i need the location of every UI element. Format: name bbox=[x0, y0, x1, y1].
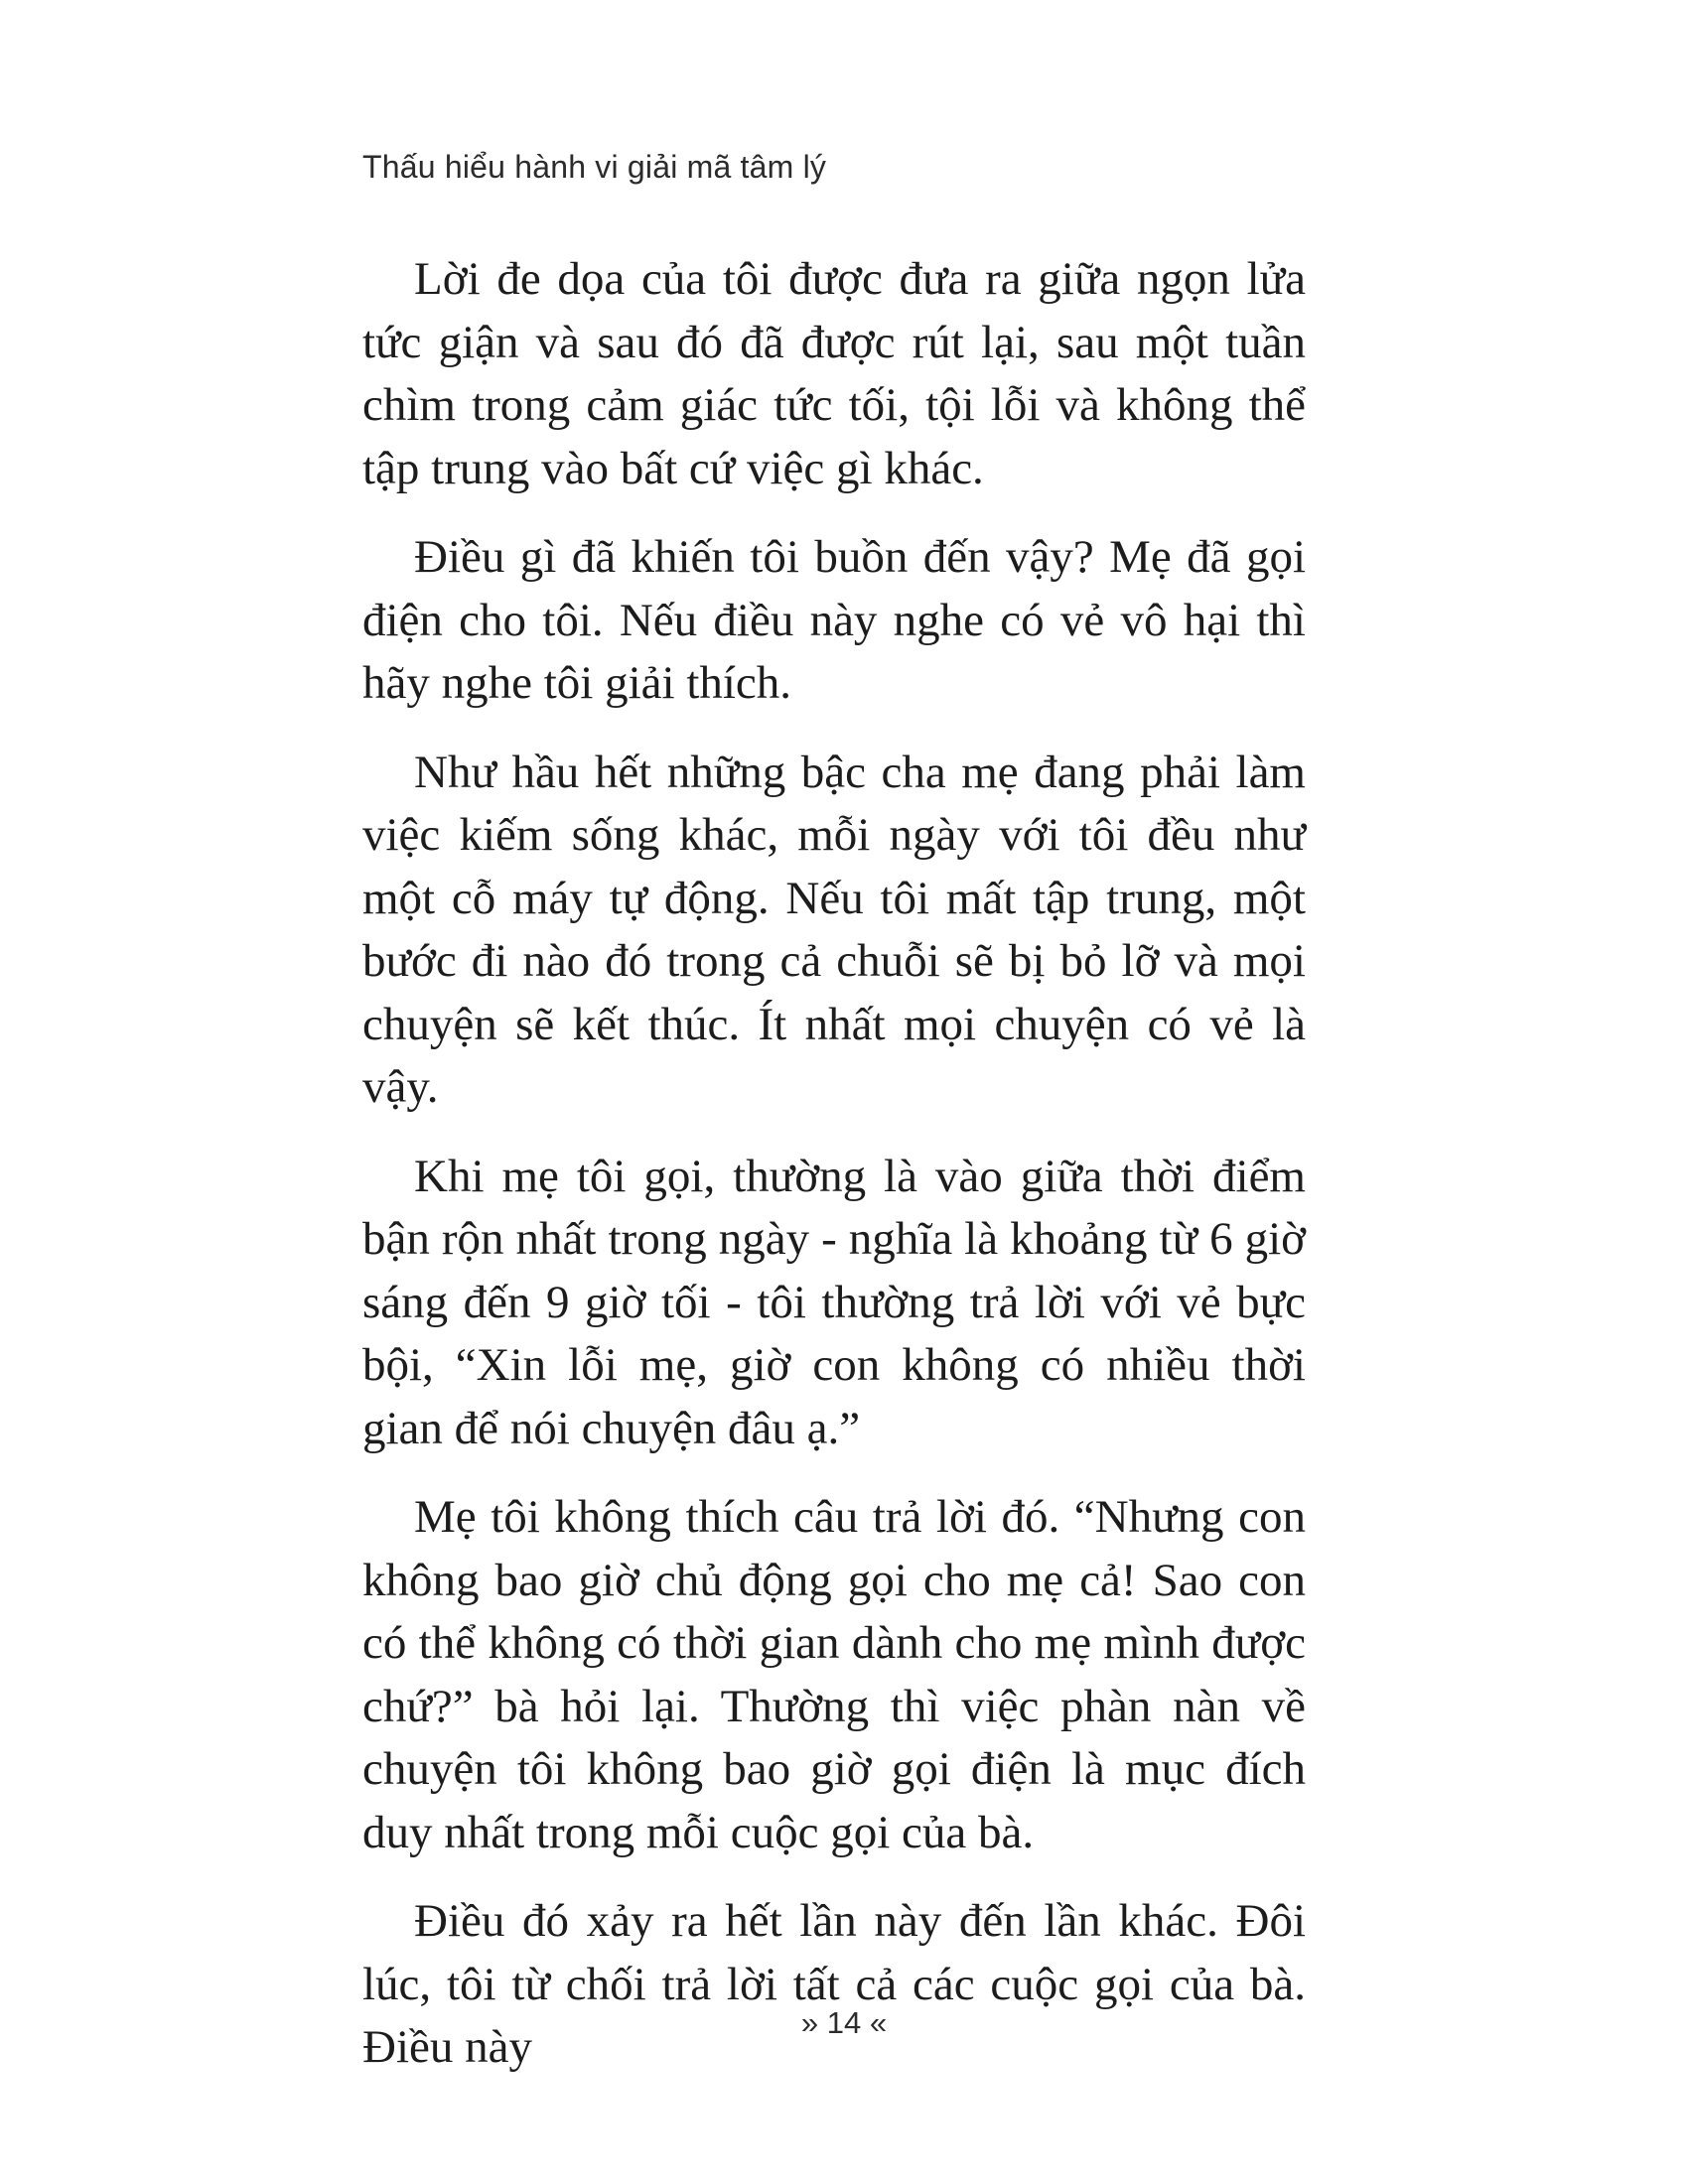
body-text bbox=[362, 248, 1306, 2106]
running-header: Thấu hiểu hành vi giải mã tâm lý bbox=[362, 149, 827, 185]
paragraph: Điều gì đã khiến tôi buồn đến vậy? Mẹ đã gọi điện cho tôi. Nếu điều này nghe có vẻ vô hại thì hãy nghe tôi giải thích. bbox=[362, 531, 1306, 709]
paragraph: Mẹ tôi không thích câu trả lời đó. “Nhưng con không bao giờ chủ động gọi cho mẹ cả! Sao con có thể không có thời gian dành cho mẹ mình được chứ?” bà hỏi lại. Thường thì việc phàn nàn về chuyện tôi không bao giờ gọi điện là mục đích duy nhất trong mỗi cuộc gọi của bà. bbox=[362, 1491, 1306, 1858]
paragraph: Như hầu hết những bậc cha mẹ đang phải làm việc kiếm sống khác, mỗi ngày với tôi đều như một cỗ máy tự động. Nếu tôi mất tập trung, một bước đi nào đó trong cả chuỗi sẽ bị bỏ lỡ và mọi chuyện sẽ kết thúc. Ít nhất mọi chuyện có vẻ là vậy. bbox=[362, 746, 1306, 1113]
paragraph: Khi mẹ tôi gọi, thường là vào giữa thời điểm bận rộn nhất trong ngày - nghĩa là khoảng từ 6 giờ sáng đến 9 giờ tối - tôi thường trả lời với vẻ bực bội, “Xin lỗi mẹ, giờ con không có nhiều thời gian để nói chuyện đâu ạ.” bbox=[362, 1150, 1306, 1454]
page-number: » 14 « bbox=[800, 2005, 888, 2040]
paragraph: Lời đe dọa của tôi được đưa ra giữa ngọn lửa tức giận và sau đó đã được rút lại, sau một tuần chìm trong cảm giác tức tối, tội lỗi và không thể tập trung vào bất cứ việc gì khác. bbox=[362, 253, 1306, 494]
paragraph: Điều đó xảy ra hết lần này đến lần khác. Đôi lúc, tôi từ chối trả lời tất cả các cuộc gọi của bà. Điều này bbox=[362, 1895, 1306, 2073]
